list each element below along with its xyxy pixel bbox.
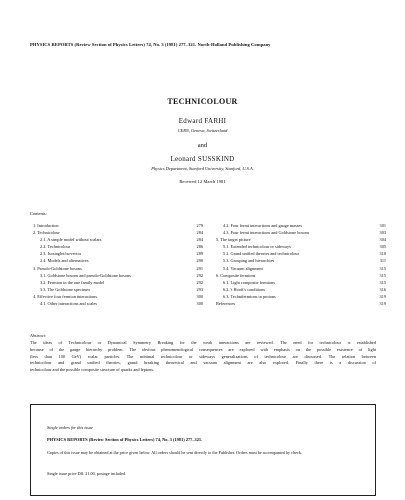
toc-entry-title: 3. Pseudo-Goldstone bosons	[33, 265, 82, 271]
toc-entry-title: 5. The target picture	[216, 237, 251, 243]
toc-entry-page: 290	[196, 258, 203, 264]
toc-entry	[33, 250, 203, 257]
toc-entry-title: 5.4. Vacuum alignment	[223, 265, 263, 271]
toc-entry	[216, 236, 386, 243]
toc-entry-page: 304	[379, 237, 386, 243]
order-journal-citation: PHYSICS REPORTS (Review Section of Physics Letters) 74, No. 3 (1981) 277–321.	[47, 437, 203, 442]
toc-entry-title: 5.1. Extended technicolour or sideways	[223, 244, 291, 250]
toc-entry-page: 303	[379, 230, 386, 236]
toc-entry-page: 300	[196, 301, 203, 307]
toc-entry	[216, 229, 386, 236]
abstract-heading: Abstract:	[30, 333, 47, 338]
order-info-box	[30, 404, 376, 496]
abstract-text	[30, 340, 376, 374]
abstract-line: The ideas of Technicolour or Dynamical Symmetry Breaking for the weak interactions are reviewed. The need for technicolour is established	[30, 340, 376, 345]
toc-entry	[33, 229, 203, 236]
author-2-name: Leonard SUSSKIND	[170, 155, 235, 163]
abstract-line: (less than 100 GeV) scalar particles. The minimal technicolour or sideways generalizations of technicolour are discussed. The relation between	[30, 353, 376, 359]
toc-entry-page: 315	[379, 272, 386, 278]
toc-entry-page: 289	[196, 251, 203, 257]
abstract-line: because of the gauge hierarchy problem. The obvious phenomenological consequences are explored with emphasis on the possible existence of light	[30, 346, 376, 352]
journal-header: PHYSICS REPORTS (Review Section of Physics Letters) 74, No. 3 (1981) 277–321. North-Holland Publishing Company	[30, 42, 271, 47]
toc-entry	[33, 265, 203, 272]
toc-entry-page: 286	[196, 244, 203, 250]
toc-entry	[216, 279, 386, 286]
and-separator: and	[197, 142, 208, 149]
paper-title: TECHNICOLOUR	[167, 97, 238, 106]
abstract-line: technicolour and grand unified theories, grand breaking theoretical and vacuum alignment are also explored. Finally there is a discussion of	[30, 360, 376, 366]
toc-entry	[216, 243, 386, 250]
toc-entry-page: 319	[379, 293, 386, 299]
toc-entry-title: 6.3. Technifermions in protons	[223, 293, 276, 299]
toc-entry-page: 284	[196, 230, 203, 236]
order-copies-text: Copies of this issue may be obtained at the price given below. All orders should be sent directly to the Publisher. Orders must be accompanied by check.	[47, 450, 302, 455]
toc-entry-page: 315	[379, 279, 386, 285]
toc-entry-title: 6. Composite fermions	[216, 272, 256, 278]
abstract-line: technicolour and the possible composite structure of quarks and leptons.	[30, 367, 155, 373]
toc-entry	[216, 265, 386, 272]
toc-entry	[33, 300, 203, 307]
toc-entry-page: 279	[196, 223, 203, 228]
toc-entry	[33, 279, 203, 286]
toc-entry-page: 291	[196, 265, 203, 271]
author-1-affiliation: CERN, Geneva, Switzerland	[177, 128, 228, 133]
toc-entry	[33, 286, 203, 293]
toc-entry-title: 6.2. 't Hooft's conditions	[223, 286, 266, 292]
toc-entry	[33, 257, 203, 264]
toc-entry	[216, 286, 386, 293]
toc-entry-title: 4. Effective four fermion interactions	[33, 293, 97, 299]
toc-entry-title: 2.2. Technicolour	[40, 244, 71, 250]
toc-entry-title: 2.1. A simple model without scalars	[40, 237, 102, 243]
toc-entry	[33, 243, 203, 250]
toc-entry-title: 4.1. Other interactions and scales	[40, 301, 98, 307]
order-heading: Single orders for this issue	[47, 425, 93, 430]
toc-entry	[216, 300, 386, 307]
toc-entry	[33, 293, 203, 300]
toc-entry-page: 292	[196, 279, 203, 285]
author-2-affiliation: Physics Department, Stanford University, Stanford, U.S.A.	[151, 166, 254, 171]
toc-entry-title: 5.2. Grand unified theories and technicolour	[223, 251, 300, 257]
toc-entry	[33, 222, 203, 229]
toc-entry	[216, 293, 386, 300]
toc-entry-page: 301	[379, 223, 386, 228]
toc-entry-page: 292	[196, 272, 203, 278]
toc-entry	[33, 236, 203, 243]
toc-entry-page: 310	[379, 251, 386, 257]
toc-entry-page: 293	[196, 286, 203, 292]
toc-entry-page: 316	[379, 286, 386, 292]
toc-entry-title: 2. Technicolour	[33, 230, 60, 236]
toc-entry-title: References	[216, 301, 236, 307]
author-1-name: Edward FARHI	[178, 117, 227, 125]
toc-entry	[216, 222, 386, 229]
toc-entry-page: 305	[379, 244, 386, 250]
toc-left-column	[33, 222, 203, 307]
toc-entry-title: 3.2. Fermion in the one family model	[40, 279, 105, 285]
toc-entry	[216, 250, 386, 257]
toc-entry-title: 4.3. Four fermi interactions and Goldstone bosons	[223, 230, 310, 236]
toc-entry	[33, 272, 203, 279]
toc-right-column	[216, 222, 386, 307]
contents-heading: Contents:	[30, 211, 47, 216]
toc-entry-title: 6.1. Light composite fermions	[223, 279, 275, 285]
toc-entry-page: 311	[379, 258, 386, 264]
toc-entry-title: 3.3. The Goldstone spectrum	[40, 286, 90, 292]
toc-entry-page: 300	[196, 293, 203, 299]
toc-entry-title: 4.2. Four fermi interactions and gauge masses	[223, 223, 302, 228]
toc-entry-title: 2.4. Models and alternatives	[40, 258, 89, 264]
toc-entry-title: 2.3. Isosinglet/isovector	[40, 251, 82, 257]
toc-entry	[216, 272, 386, 279]
received-date: Received 12 March 1981	[179, 179, 226, 184]
toc-entry-title: 5.3. Grouping and hierarchies	[223, 258, 275, 264]
toc-entry-page: 319	[379, 301, 386, 307]
toc-entry	[216, 257, 386, 264]
toc-entry-title: 3.1. Goldstone bosons and pseudo-Goldstone bosons	[40, 272, 131, 278]
toc-entry-title: 1. Introduction	[33, 223, 59, 228]
order-price: Single issue price Dfl. 21.00, postage included.	[47, 471, 127, 476]
toc-entry-page: 315	[379, 265, 386, 271]
toc-entry-page: 284	[196, 237, 203, 243]
